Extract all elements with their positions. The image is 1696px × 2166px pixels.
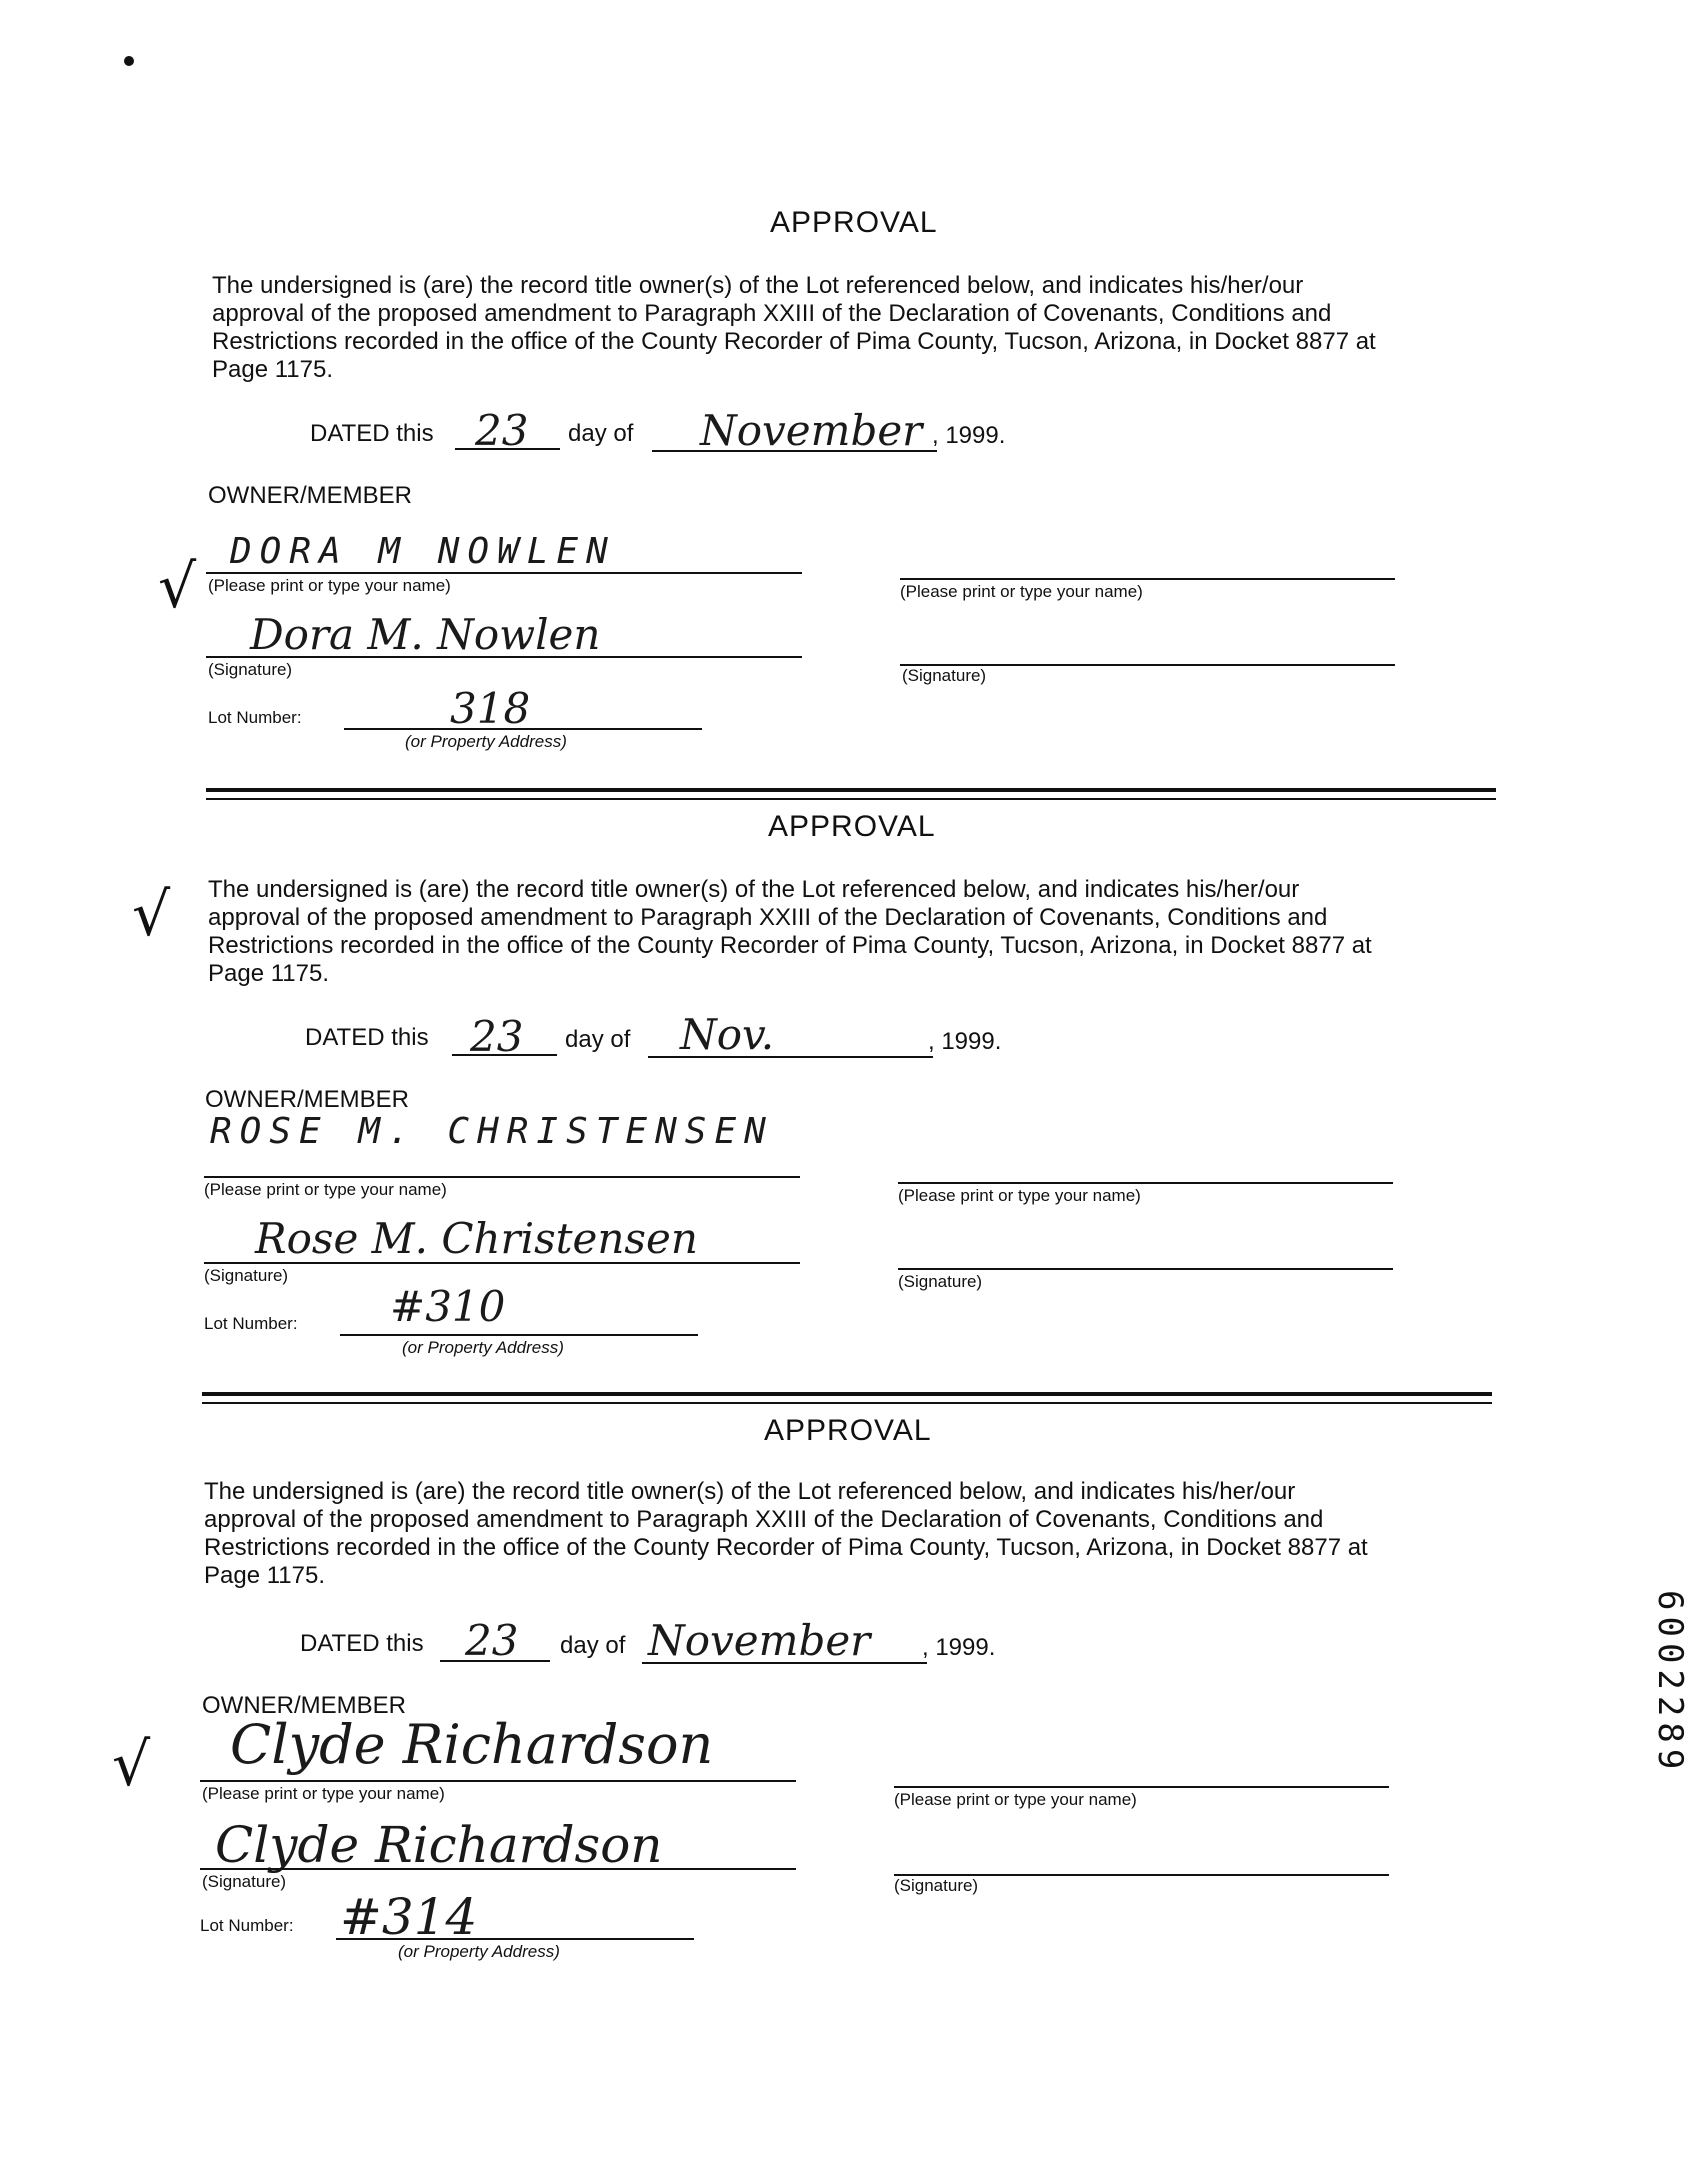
print-name-line-2 bbox=[900, 578, 1395, 580]
month-value: November bbox=[648, 1616, 871, 1665]
signature-label: (Signature) bbox=[202, 1872, 287, 1891]
print-name-line bbox=[200, 1780, 796, 1782]
owner-member-label: OWNER/MEMBER bbox=[205, 1086, 409, 1113]
dated-this-label: DATED this bbox=[305, 1024, 429, 1051]
signature-line-2 bbox=[898, 1268, 1393, 1270]
approval-title: APPROVAL bbox=[768, 810, 936, 843]
approval-paragraph bbox=[204, 1478, 1504, 1590]
paragraph-line: Restrictions recorded in the office of the County Recorder of Pima County, Tucson, Arizona, in Docket 8877 at bbox=[208, 932, 1372, 959]
property-address-label: (or Property Address) bbox=[398, 1942, 560, 1961]
printed-name-value: ROSE M. CHRISTENSEN bbox=[210, 1111, 774, 1152]
signature-line bbox=[200, 1868, 796, 1870]
section-divider bbox=[206, 788, 1496, 800]
property-address-label: (or Property Address) bbox=[405, 732, 567, 751]
lot-number-line bbox=[340, 1334, 698, 1336]
day-value: 23 bbox=[470, 1012, 524, 1061]
print-name-label: (Please print or type your name) bbox=[202, 1784, 445, 1803]
year-label: , 1999. bbox=[932, 422, 1006, 449]
paragraph-line: The undersigned is (are) the record title owner(s) of the Lot referenced below, and indicates his/her/our bbox=[208, 876, 1300, 903]
recorder-stamp: 6002289 bbox=[1650, 1590, 1690, 1776]
approval-title: APPROVAL bbox=[770, 206, 938, 239]
paragraph-line: Restrictions recorded in the office of the County Recorder of Pima County, Tucson, Arizona, in Docket 8877 at bbox=[212, 328, 1376, 355]
print-name-line-2 bbox=[894, 1786, 1389, 1788]
owner-member-label: OWNER/MEMBER bbox=[202, 1692, 406, 1719]
paragraph-line: approval of the proposed amendment to Paragraph XXIII of the Declaration of Covenants, Conditions and bbox=[208, 904, 1328, 931]
day-value: 23 bbox=[465, 1616, 519, 1665]
signature-label: (Signature) bbox=[208, 660, 293, 679]
scan-mark bbox=[124, 56, 134, 66]
lot-number-value: #314 bbox=[340, 1888, 478, 1946]
paragraph-line: approval of the proposed amendment to Paragraph XXIII of the Declaration of Covenants, Conditions and bbox=[212, 300, 1332, 327]
approval-paragraph bbox=[212, 272, 1512, 384]
day-of-label: day of bbox=[560, 1632, 626, 1659]
print-name-line-2 bbox=[898, 1182, 1393, 1184]
printed-name-value: Clyde Richardson bbox=[230, 1713, 714, 1776]
month-value: November bbox=[700, 406, 923, 455]
print-name-label: (Please print or type your name) bbox=[204, 1180, 447, 1199]
owner-member-label: OWNER/MEMBER bbox=[208, 482, 412, 509]
paragraph-line: Page 1175. bbox=[204, 1562, 325, 1589]
signature-label-2: (Signature) bbox=[902, 666, 987, 685]
paragraph-line: approval of the proposed amendment to Paragraph XXIII of the Declaration of Covenants, Conditions and bbox=[204, 1506, 1324, 1533]
check-mark: √ bbox=[132, 880, 171, 950]
print-name-label-2: (Please print or type your name) bbox=[898, 1186, 1141, 1205]
check-mark: √ bbox=[112, 1730, 151, 1800]
printed-name-value: DORA M NOWLEN bbox=[230, 531, 616, 572]
dated-this-label: DATED this bbox=[310, 420, 434, 447]
month-value: Nov. bbox=[680, 1010, 775, 1059]
lot-number-label: Lot Number: bbox=[208, 708, 302, 727]
signature-value: Dora M. Nowlen bbox=[250, 610, 601, 659]
print-name-line bbox=[204, 1176, 800, 1178]
print-name-label: (Please print or type your name) bbox=[208, 576, 451, 595]
dated-this-label: DATED this bbox=[300, 1630, 424, 1657]
day-of-label: day of bbox=[565, 1026, 631, 1053]
check-mark: √ bbox=[158, 552, 197, 622]
signature-value: Clyde Richardson bbox=[215, 1816, 663, 1874]
signature-label: (Signature) bbox=[204, 1266, 289, 1285]
lot-number-label: Lot Number: bbox=[200, 1916, 294, 1935]
signature-value: Rose M. Christensen bbox=[255, 1214, 698, 1263]
paragraph-line: The undersigned is (are) the record title owner(s) of the Lot referenced below, and indicates his/her/our bbox=[204, 1478, 1296, 1505]
print-name-label-2: (Please print or type your name) bbox=[900, 582, 1143, 601]
year-label: , 1999. bbox=[922, 1634, 996, 1661]
day-value: 23 bbox=[475, 406, 529, 455]
lot-number-line bbox=[344, 728, 702, 730]
print-name-line bbox=[206, 572, 802, 574]
signature-label-2: (Signature) bbox=[898, 1272, 983, 1291]
day-of-label: day of bbox=[568, 420, 634, 447]
paragraph-line: Page 1175. bbox=[208, 960, 329, 987]
paragraph-line: Page 1175. bbox=[212, 356, 333, 383]
lot-number-line bbox=[336, 1938, 694, 1940]
signature-line bbox=[206, 656, 802, 658]
lot-number-value: 318 bbox=[450, 684, 531, 733]
approval-paragraph bbox=[208, 876, 1508, 988]
section-divider bbox=[202, 1392, 1492, 1404]
paragraph-line: Restrictions recorded in the office of the County Recorder of Pima County, Tucson, Arizona, in Docket 8877 at bbox=[204, 1534, 1368, 1561]
signature-label-2: (Signature) bbox=[894, 1876, 979, 1895]
approval-title: APPROVAL bbox=[764, 1414, 932, 1447]
paragraph-line: The undersigned is (are) the record title owner(s) of the Lot referenced below, and indicates his/her/our bbox=[212, 272, 1304, 299]
print-name-label-2: (Please print or type your name) bbox=[894, 1790, 1137, 1809]
property-address-label: (or Property Address) bbox=[402, 1338, 564, 1357]
signature-line bbox=[204, 1262, 800, 1264]
year-label: , 1999. bbox=[928, 1028, 1002, 1055]
lot-number-value: #310 bbox=[390, 1282, 506, 1331]
lot-number-label: Lot Number: bbox=[204, 1314, 298, 1333]
